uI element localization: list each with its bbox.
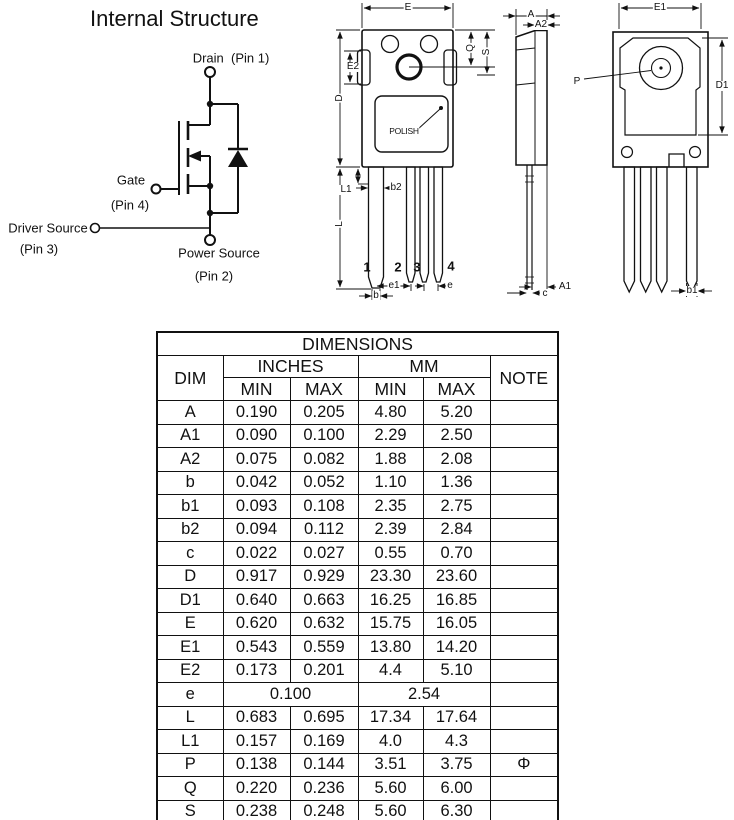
note-cell: [490, 448, 558, 472]
mm-min-cell: 5.60: [358, 777, 423, 801]
gate-terminal: [152, 185, 161, 194]
mm-min-cell: 23.30: [358, 565, 423, 589]
inch-min-cell: 0.917: [223, 565, 290, 589]
mm-max-cell: 16.05: [423, 612, 490, 636]
table-row: [157, 683, 558, 707]
table-row: [157, 542, 558, 566]
inch-min-cell: 0.157: [223, 730, 290, 754]
table-row: [157, 753, 558, 777]
mm-max-cell: 2.08: [423, 448, 490, 472]
dim-e-label: e: [447, 280, 453, 291]
bottom-hole-left: [622, 147, 633, 158]
note-cell: [490, 706, 558, 730]
pin-3-number: 3: [413, 259, 421, 275]
inch-max-cell: 0.205: [290, 401, 358, 425]
mm-min-cell: 1.10: [358, 471, 423, 495]
table-row: [157, 777, 558, 801]
dim-cell: L: [157, 706, 223, 730]
inch-max-cell: 0.663: [290, 589, 358, 613]
col-header-mm-min: MIN: [358, 378, 423, 401]
dim-A-label: A: [527, 9, 535, 20]
driver-source-lead: [91, 224, 211, 233]
pin-4: [434, 167, 443, 282]
inch-max-cell: 0.144: [290, 753, 358, 777]
inch-min-cell: 0.220: [223, 777, 290, 801]
mosfet-schematic: [91, 67, 249, 245]
side-lead: [525, 165, 534, 290]
dim-cell: A: [157, 401, 223, 425]
col-header-inches-min: MIN: [223, 378, 290, 401]
inch-min-cell: 0.173: [223, 659, 290, 683]
table-row: [157, 471, 558, 495]
dim-D1-label: D1: [715, 80, 729, 91]
dim-cell: Q: [157, 777, 223, 801]
front-pins: [369, 167, 443, 288]
side-body: [516, 31, 547, 166]
mm-max-cell: 5.10: [423, 659, 490, 683]
dim-b-label: b: [373, 290, 379, 301]
mm-value-cell: 2.54: [358, 683, 490, 707]
inch-max-cell: 0.632: [290, 612, 358, 636]
col-header-mm-max: MAX: [423, 378, 490, 401]
note-cell: [490, 565, 558, 589]
dim-E1-label: E1: [653, 2, 667, 13]
mm-max-cell: 2.84: [423, 518, 490, 542]
inch-max-cell: 0.112: [290, 518, 358, 542]
inch-max-cell: 0.100: [290, 424, 358, 448]
mm-max-cell: 3.75: [423, 753, 490, 777]
metal-tab-outline: [620, 38, 700, 135]
dim-cell: b1: [157, 495, 223, 519]
mm-max-cell: 5.20: [423, 401, 490, 425]
dim-Q-label: Q: [465, 44, 476, 52]
mm-max-cell: 6.30: [423, 800, 490, 820]
table-row: [157, 800, 558, 820]
dim-cell: E: [157, 612, 223, 636]
note-cell: [490, 471, 558, 495]
polish-area: [375, 96, 448, 152]
gate-pin-label: (Pin 4): [110, 197, 150, 213]
bottom-notch: [669, 154, 684, 167]
mm-max-cell: 2.50: [423, 424, 490, 448]
table-row: [157, 424, 558, 448]
mm-max-cell: 17.64: [423, 706, 490, 730]
dim-E2-label: E2: [346, 61, 360, 72]
inch-max-cell: 0.027: [290, 542, 358, 566]
dim-E-label: E: [404, 2, 412, 13]
table-row: [157, 448, 558, 472]
dim-cell: P: [157, 753, 223, 777]
page-title: Internal Structure: [90, 6, 259, 31]
mm-min-cell: 17.34: [358, 706, 423, 730]
inch-min-cell: 0.042: [223, 471, 290, 495]
gate-label: Gate: [116, 172, 146, 188]
mm-min-cell: 2.29: [358, 424, 423, 448]
inch-min-cell: 0.620: [223, 612, 290, 636]
table-row: [157, 612, 558, 636]
dim-P-label: P: [573, 76, 581, 87]
inch-value-cell: 0.100: [223, 683, 358, 707]
note-cell: [490, 730, 558, 754]
inch-max-cell: 0.108: [290, 495, 358, 519]
table-row: [157, 589, 558, 613]
table-row: [157, 565, 558, 589]
note-cell: [490, 683, 558, 707]
col-header-inches: INCHES: [223, 356, 358, 378]
note-cell: [490, 542, 558, 566]
dim-cell: D: [157, 565, 223, 589]
dim-L1-label: L1: [340, 184, 352, 195]
dim-cell: b: [157, 471, 223, 495]
mm-max-cell: 16.85: [423, 589, 490, 613]
dimensions-table: [156, 331, 559, 820]
dim-b1-label: b1: [686, 285, 698, 296]
mm-min-cell: 15.75: [358, 612, 423, 636]
dim-cell: E2: [157, 659, 223, 683]
dim-D-label: D: [334, 94, 345, 102]
note-cell: [490, 636, 558, 660]
table-row: [157, 518, 558, 542]
dim-cell: D1: [157, 589, 223, 613]
table-row: [157, 730, 558, 754]
inch-max-cell: 0.052: [290, 471, 358, 495]
mm-max-cell: 23.60: [423, 565, 490, 589]
note-cell: [490, 589, 558, 613]
package-back-view: [584, 3, 728, 297]
inch-min-cell: 0.022: [223, 542, 290, 566]
pin-1-number: 1: [363, 259, 371, 275]
mm-min-cell: 13.80: [358, 636, 423, 660]
dim-cell: b2: [157, 518, 223, 542]
mm-min-cell: 4.80: [358, 401, 423, 425]
mm-max-cell: 6.00: [423, 777, 490, 801]
side-tab-right: [444, 50, 457, 85]
col-header-inches-max: MAX: [290, 378, 358, 401]
dimensions-table-body: [157, 401, 558, 820]
dim-cell: c: [157, 542, 223, 566]
note-cell: [490, 401, 558, 425]
note-cell: [490, 495, 558, 519]
pin-2-number: 2: [394, 259, 402, 275]
mm-min-cell: 4.4: [358, 659, 423, 683]
table-row: [157, 495, 558, 519]
col-header-dim: DIM: [157, 356, 223, 401]
body-diode: [210, 104, 248, 213]
dim-cell: E1: [157, 636, 223, 660]
dim-c-label: c: [542, 288, 548, 299]
table-row: [157, 706, 558, 730]
inch-min-cell: 0.640: [223, 589, 290, 613]
drain-pin-label: Drain (Pin 1): [192, 50, 270, 66]
table-row: [157, 636, 558, 660]
inch-max-cell: 0.929: [290, 565, 358, 589]
dim-A2-label: A2: [534, 19, 548, 30]
mm-min-cell: 2.39: [358, 518, 423, 542]
driver-source-label: Driver Source: [8, 220, 88, 236]
col-header-mm: MM: [358, 356, 490, 378]
inch-min-cell: 0.190: [223, 401, 290, 425]
dim-cell: A2: [157, 448, 223, 472]
mm-min-cell: 2.35: [358, 495, 423, 519]
power-source-pin-label: (Pin 2): [194, 268, 234, 284]
mm-min-cell: 4.0: [358, 730, 423, 754]
polish-label: POLISH: [389, 125, 419, 136]
bottom-hole-right: [690, 147, 701, 158]
col-header-note: NOTE: [490, 356, 558, 401]
top-hole-left: [382, 36, 399, 53]
mm-min-cell: 1.88: [358, 448, 423, 472]
dim-S-label: S: [481, 48, 492, 56]
inch-max-cell: 0.201: [290, 659, 358, 683]
mm-max-cell: 0.70: [423, 542, 490, 566]
dim-b2-label: b2: [390, 182, 402, 193]
mm-max-cell: 14.20: [423, 636, 490, 660]
note-cell: [490, 518, 558, 542]
inch-max-cell: 0.248: [290, 800, 358, 820]
inch-min-cell: 0.094: [223, 518, 290, 542]
mm-min-cell: 5.60: [358, 800, 423, 820]
note-cell: [490, 800, 558, 820]
dim-e1-label: e1: [388, 280, 400, 291]
power-source-terminal: [205, 235, 215, 245]
back-pins: [624, 167, 697, 292]
dim-cell: L1: [157, 730, 223, 754]
dim-L-label: L: [334, 221, 345, 227]
inch-max-cell: 0.082: [290, 448, 358, 472]
note-cell: [490, 424, 558, 448]
mm-min-cell: 16.25: [358, 589, 423, 613]
inch-min-cell: 0.683: [223, 706, 290, 730]
inch-max-cell: 0.695: [290, 706, 358, 730]
note-cell: [490, 612, 558, 636]
mm-max-cell: 1.36: [423, 471, 490, 495]
driver-source-pin-label: (Pin 3): [19, 241, 59, 257]
power-source-label: Power Source: [178, 245, 260, 261]
inch-min-cell: 0.093: [223, 495, 290, 519]
table-row: [157, 401, 558, 425]
mm-min-cell: 3.51: [358, 753, 423, 777]
package-side-view: [503, 9, 560, 293]
table-title: DIMENSIONS: [157, 332, 558, 356]
mm-min-cell: 0.55: [358, 542, 423, 566]
dim-cell: S: [157, 800, 223, 820]
inch-min-cell: 0.090: [223, 424, 290, 448]
mm-max-cell: 4.3: [423, 730, 490, 754]
dim-A1-label: A1: [558, 281, 572, 292]
inch-min-cell: 0.543: [223, 636, 290, 660]
inch-min-cell: 0.238: [223, 800, 290, 820]
pin-4-number: 4: [447, 258, 455, 274]
inch-max-cell: 0.169: [290, 730, 358, 754]
top-hole-right: [421, 36, 438, 53]
drain-terminal: [205, 67, 215, 77]
dim-cell: e: [157, 683, 223, 707]
inch-min-cell: 0.075: [223, 448, 290, 472]
mm-max-cell: 2.75: [423, 495, 490, 519]
dim-cell: A1: [157, 424, 223, 448]
inch-max-cell: 0.236: [290, 777, 358, 801]
note-cell: [490, 659, 558, 683]
inch-min-cell: 0.138: [223, 753, 290, 777]
note-cell: [490, 777, 558, 801]
inch-max-cell: 0.559: [290, 636, 358, 660]
table-row: [157, 659, 558, 683]
note-cell: Φ: [490, 753, 558, 777]
driver-source-terminal: [91, 224, 100, 233]
